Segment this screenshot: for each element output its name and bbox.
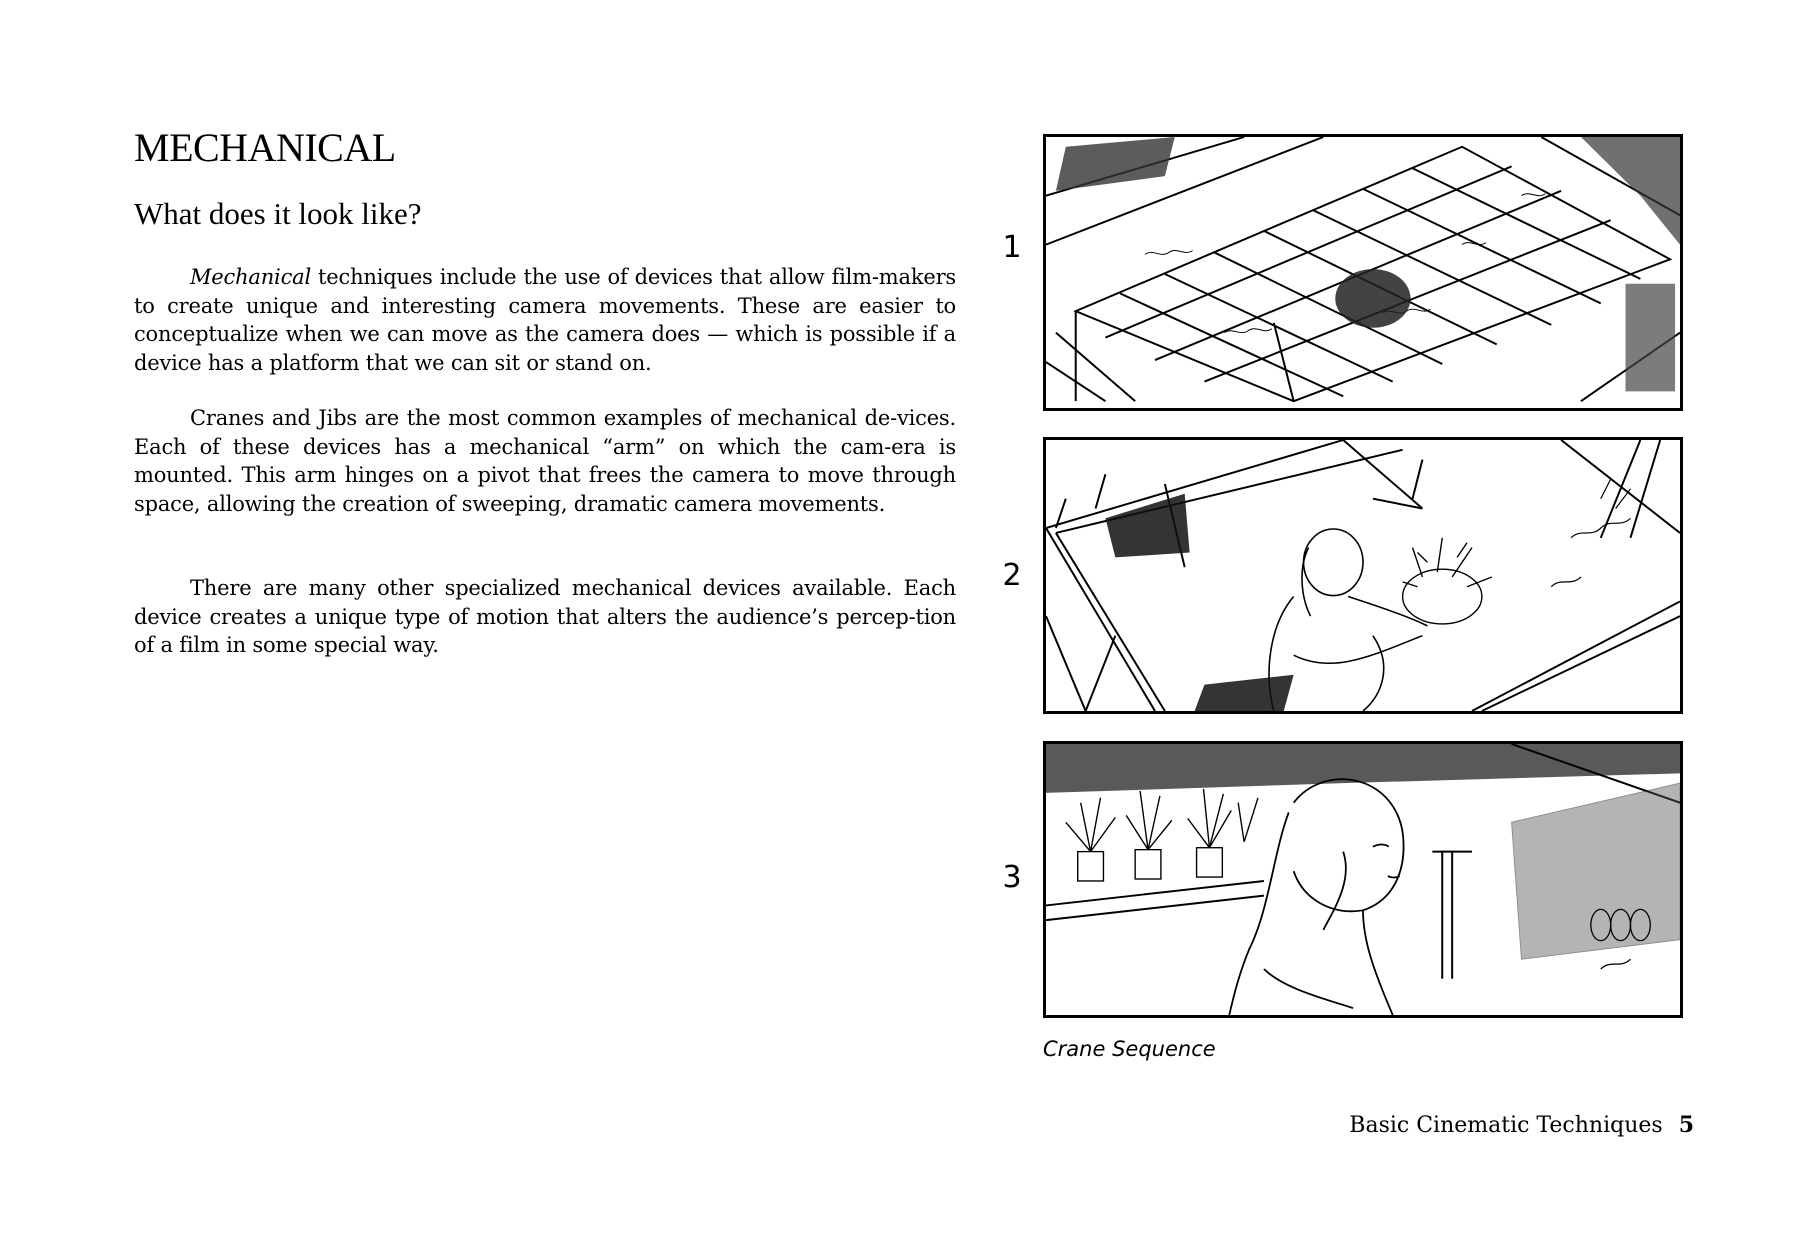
storyboard-caption: Crane Sequence — [1043, 1037, 1216, 1061]
section-heading: What does it look like? — [134, 196, 422, 231]
storyboard-frame-2 — [1043, 437, 1683, 714]
paragraph-cranes-and-jibs — [134, 404, 956, 518]
woman-figure — [1269, 529, 1427, 711]
page-title: MECHANICAL — [134, 125, 396, 170]
storyboard-frame-1 — [1043, 134, 1683, 411]
paragraph-3-text: There are many other specialized mechanical devices available. Each device creates a unique type of motion that alters the audience’s percep-tion of a film in some special way. — [134, 576, 956, 657]
potted-plants-row — [1066, 789, 1258, 881]
footer-book-title: Basic Cinematic Techniques — [1349, 1113, 1663, 1138]
plant-cluster-shading — [1335, 269, 1410, 328]
paragraph-mechanical-techniques — [134, 263, 956, 377]
greenhouse-roof-sketch — [1046, 137, 1680, 408]
potted-plant — [1403, 538, 1492, 624]
woman-with-plant-sketch — [1046, 440, 1680, 711]
woman-closeup-sketch — [1046, 744, 1680, 1015]
page-number: 5 — [1678, 1112, 1694, 1138]
page-footer — [1349, 1112, 1694, 1138]
paragraph-specialized-devices — [134, 574, 956, 660]
frame-number-2: 2 — [1002, 558, 1022, 593]
frame-number-3: 3 — [1002, 860, 1022, 895]
emphasis-mechanical: Mechanical — [190, 265, 311, 289]
storyboard-frame-3 — [1043, 741, 1683, 1018]
paragraph-2-text: Cranes and Jibs are the most common examples of mechanical de-vices. Each of these devices has a mechanical “arm” on which the cam-era is mounted. This arm hinges on a pivot that frees the camera to move through space, allowing the creation of sweeping, dramatic camera movements. — [134, 406, 956, 516]
paragraph-1-text: techniques include the use of devices that allow film-makers to create unique and interesting camera movements. These are easier to conceptualize when we can move as the camera does — which is possible if a device has a platform that we can sit or stand on. — [134, 265, 956, 375]
frame-number-1: 1 — [1002, 230, 1022, 265]
